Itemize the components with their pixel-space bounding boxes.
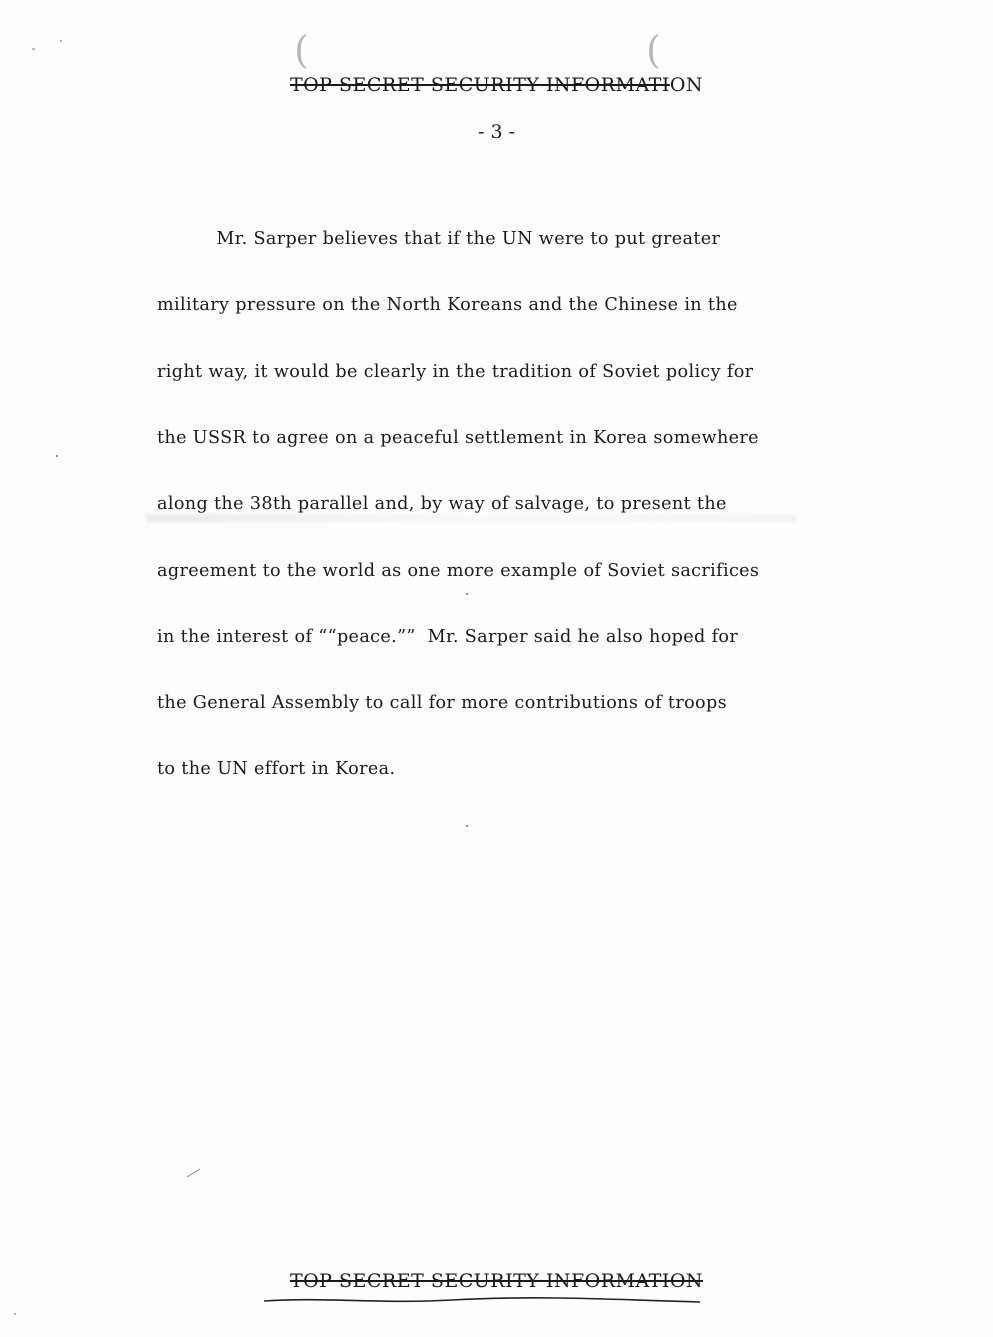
- footer-classification-text: TOP SECRET SECURITY INFORMATION: [289, 1270, 704, 1292]
- scan-smudge: [146, 514, 796, 522]
- paragraph-line: agreement to the world as one more example of Soviet sacrifices: [157, 560, 760, 581]
- scan-speck: [32, 48, 35, 50]
- paragraph-line: the General Assembly to call for more contributions of troops: [157, 693, 727, 714]
- handwritten-underline: [262, 1295, 702, 1307]
- scan-speck: [56, 455, 58, 457]
- classification-struck-text: TOP SECRET SECURITY INFORMATI: [289, 74, 670, 96]
- paragraph-line: right way, it would be clearly in the tradition of Soviet policy for: [157, 361, 754, 382]
- punch-hole-mark-right: (: [646, 28, 661, 72]
- bottom-classification-footer: [0, 1270, 993, 1292]
- scan-speck: [60, 40, 62, 42]
- scan-speck: [466, 825, 468, 827]
- pencil-stroke-mark: [186, 1168, 202, 1178]
- paragraph-line: in the interest of ““peace.”” Mr. Sarper said he also hoped for: [157, 626, 739, 647]
- page-number: - 3 -: [477, 121, 515, 143]
- paragraph-line: to the UN effort in Korea.: [157, 759, 396, 780]
- body-paragraph: [157, 184, 877, 825]
- top-classification-header: [0, 74, 993, 96]
- paragraph-line: military pressure on the North Koreans and the Chinese in the: [157, 295, 738, 316]
- scan-speck: [466, 593, 468, 595]
- punch-hole-mark-left: (: [294, 28, 309, 72]
- paragraph-line: along the 38th parallel and, by way of salvage, to present the: [157, 494, 727, 515]
- paragraph-line: Mr. Sarper believes that if the UN were to put greater: [157, 229, 721, 250]
- paragraph-line: the USSR to agree on a peaceful settlement in Korea somewhere: [157, 428, 759, 449]
- scan-speck: [14, 1313, 16, 1315]
- classification-unstruck-text: ON: [669, 74, 704, 96]
